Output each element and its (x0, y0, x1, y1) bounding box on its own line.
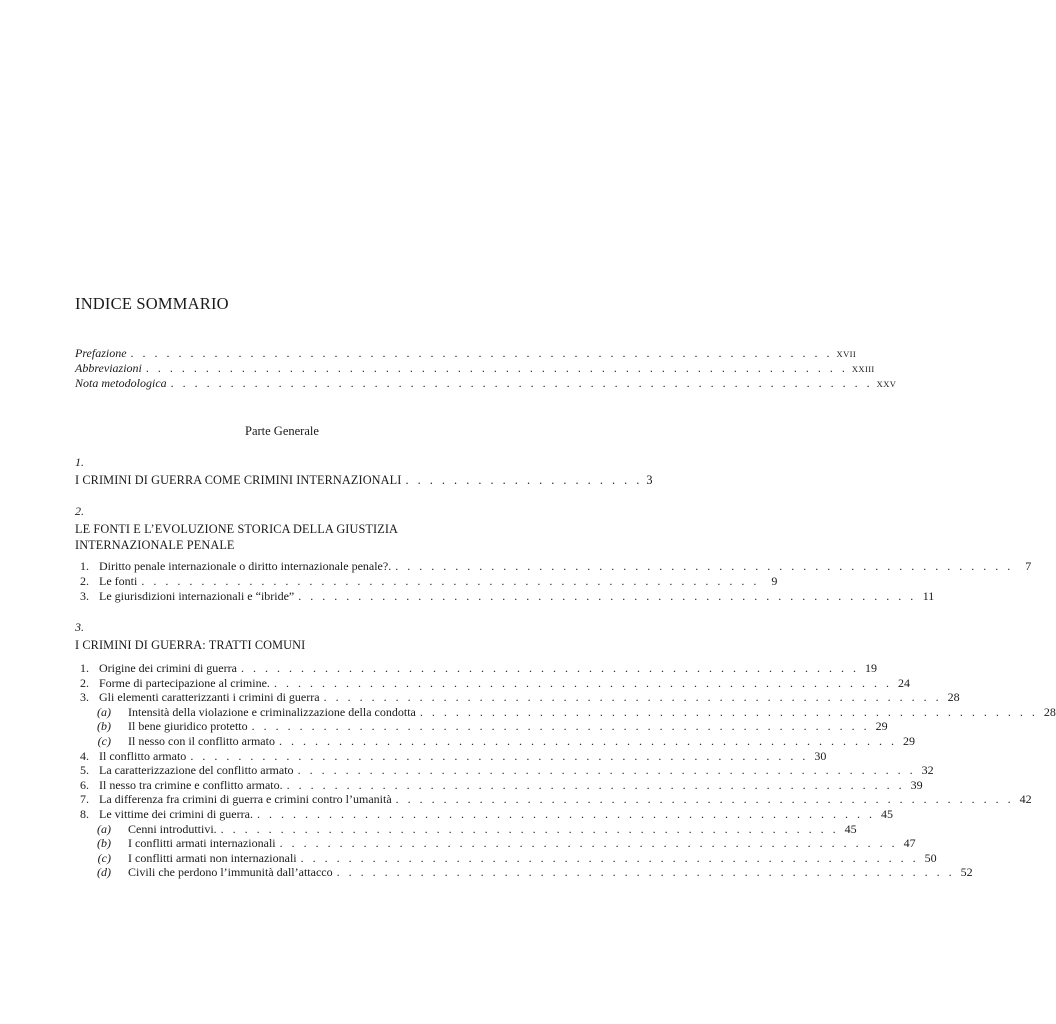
toc-entry-nota-metodologica[interactable] (75, 376, 897, 391)
toc-entry[interactable] (75, 748, 827, 764)
chapter-title-text: I CRIMINI DI GUERRA COME CRIMINI INTERNAZIONALI (75, 473, 402, 487)
toc-entry[interactable] (75, 777, 923, 793)
entry-label: Forme di partecipazione al crimine. (99, 675, 270, 690)
entry-page: 47 (903, 836, 916, 851)
leader-dots: . . . . . . . . . . . . . . . . . . . . . . . . . . . . . . . . . . . . . . . . . . . . . . . . . . . . (278, 734, 897, 748)
entry-number: (a) (97, 821, 111, 836)
leader-dots: . . . . . . . . . . . . . . . . . . . . . . . . . . . . . . . . . . . . . . . . . . . . . . . . . . . . . . . . . . . (170, 376, 873, 390)
entry-label: Le fonti (99, 574, 138, 589)
toc-entry[interactable] (75, 807, 893, 822)
leader-dots: . . . . . . . . . . . . . . . . . . . . . . . . . . . . . . . . . . . . . . . . . . . . . . . . . . . . (141, 574, 760, 589)
toc-entry[interactable] (75, 589, 935, 604)
entry-page: 24 (897, 675, 910, 690)
entry-page: XXV (876, 379, 897, 389)
entry-label: Prefazione (75, 346, 127, 360)
chapter-title-1[interactable] (75, 472, 653, 488)
leader-dots: . . . . . . . . . . . . . . . . . . . . . . . . . . . . . . . . . . . . . . . . . . . . . . . . . . . . (279, 836, 898, 851)
entry-label: Gli elementi caratterizzanti i crimini di guerra (99, 690, 320, 705)
entry-number: 7. (80, 792, 89, 807)
leader-dots: . . . . . . . . . . . . . . . . . . . . . . . . . . . . . . . . . . . . . . . . . . . . . . . . . . . . (273, 675, 892, 690)
toc-entry-prefazione[interactable] (75, 346, 857, 361)
leader-dots: . . . . . . . . . . . . . . . . . . . . . . . . . . . . . . . . . . . . . . . . . . . . . . . . . . . . (256, 807, 875, 821)
entry-label: Il nesso tra crimine e conflitto armato. (99, 777, 283, 792)
entry-label: La differenza fra crimini di guerra e crimini contro l’umanità (99, 792, 392, 807)
leader-dots: . . . . . . . . . . . . . . . . . . . . . . . . . . . . . . . . . . . . . . . . . . . . . . . . . . . . (395, 559, 1014, 573)
entry-label: La caratterizzazione del conflitto armato (99, 763, 294, 778)
toc-entry[interactable] (75, 661, 877, 676)
entry-number: 6. (80, 777, 89, 792)
leader-dots: . . . . . . . . . . . . . . . . . . . . . . . . . . . . . . . . . . . . . . . . . . . . . . . . . . . . . . . . . . . (145, 361, 848, 375)
entry-number: 3. (80, 690, 89, 705)
leader-dots: . . . . . . . . . . . . . . . . . . . . . . . . . . . . . . . . . . . . . . . . . . . . . . . . . . . . (300, 850, 919, 865)
entry-number: 2. (80, 675, 89, 690)
entry-label: Cenni introduttivi. (128, 821, 217, 836)
entry-number: 2. (80, 574, 89, 589)
entry-page: 11 (922, 589, 935, 604)
entry-label: Intensità della violazione e criminalizzazione della condotta (128, 704, 416, 719)
entry-label: Origine dei crimini di guerra (99, 661, 237, 675)
leader-dots: . . . . . . . . . . . . . . . . . . . . . . . . . . . . . . . . . . . . . . . . . . . . . . . . . . . . (298, 589, 917, 604)
entry-number: (d) (97, 865, 111, 880)
entry-label: Il conflitto armato (99, 748, 187, 763)
entry-page: 30 (814, 748, 827, 763)
toc-subentry[interactable] (75, 734, 915, 749)
toc-subentry[interactable] (75, 850, 937, 866)
entry-number: (c) (97, 734, 111, 748)
entry-page: 28 (1043, 704, 1056, 719)
entry-number: 4. (80, 748, 89, 763)
toc-entry[interactable] (75, 574, 778, 589)
entry-page: 52 (960, 865, 973, 880)
entry-label: Civili che perdono l’immunità dall’attacco (128, 865, 333, 880)
entry-number: (a) (97, 704, 111, 719)
entry-label: Abbreviazioni (75, 361, 142, 375)
entry-page: 45 (880, 807, 893, 821)
leader-dots: . . . . . . . . . . . . . . . . . . . . . . . . . . . . . . . . . . . . . . . . . . . . . . . . . . . . (419, 704, 1038, 719)
entry-number: (b) (97, 836, 111, 851)
chapter-title-3: I CRIMINI DI GUERRA: TRATTI COMUNI (75, 638, 306, 652)
entry-page: XVII (836, 349, 857, 359)
entry-page: 19 (864, 661, 877, 675)
entry-label: Il nesso con il conflitto armato (128, 734, 275, 748)
leader-dots: . . . . . . . . . . . . . . . . . . . . . . . . . . . . . . . . . . . . . . . . . . . . . . . . . . . . . . . . . . . (130, 346, 833, 360)
toc-entry[interactable] (75, 690, 960, 705)
chapter-title-2-line1: LE FONTI E L’EVOLUZIONE STORICA DELLA GIUSTIZIA (75, 522, 399, 536)
entry-label: Diritto penale internazionale o diritto internazionale penale?. (99, 559, 392, 573)
leader-dots: . . . . . . . . . . . . . . . . . . . . . . . . . . . . . . . . . . . . . . . . . . . . . . . . . . . . (336, 865, 955, 880)
toc-entry[interactable] (75, 559, 1032, 574)
entry-page: 45 (844, 821, 857, 836)
leader-dots: . . . . . . . . . . . . . . . . . . . . . . . . . . . . . . . . . . . . . . . . . . . . . . . . . . . . (240, 661, 859, 675)
entry-page: 50 (924, 850, 937, 865)
leader-dots: . . . . . . . . . . . . . . . . . . . . . . . . . . . . . . . . . . . . . . . . . . . . . . . . . . . . (395, 792, 1014, 807)
leader-dots: . . . . . . . . . . . . . . . . . . . . . . . . . . . . . . . . . . . . . . . . . . . . . . . . . . . . (220, 821, 839, 836)
toc-subentry[interactable] (75, 865, 973, 880)
toc-entry-abbreviazioni[interactable] (75, 361, 875, 376)
leader-dots: . . . . . . . . . . . . . . . . . . . . . . . . . . . . . . . . . . . . . . . . . . . . . . . . . . . . (297, 763, 916, 778)
leader-dots: . . . . . . . . . . . . . . . . . . . . . . . . . . . . . . . . . . . . . . . . . . . . . . . . . . . . (323, 690, 942, 705)
chapter-page: 3 (646, 473, 653, 487)
chapter-number: 1. (75, 455, 84, 469)
entry-label: Nota metodologica (75, 376, 167, 390)
entry-page: 29 (875, 719, 888, 734)
entry-page: 9 (771, 574, 778, 589)
entry-label: Le giurisdizioni internazionali e “ibride” (99, 589, 295, 604)
entry-number: (b) (97, 719, 111, 734)
toc-subentry[interactable] (75, 704, 1056, 720)
entry-label: Il bene giuridico protetto (128, 719, 248, 734)
entry-page: 39 (910, 777, 923, 792)
entry-number: 1. (80, 559, 89, 573)
chapter-number: 3. (75, 620, 84, 634)
leader-dots: . . . . . . . . . . . . . . . . . . . . . . . . . . . . . . . . . . . . . . . . . . . . . . . . . . . . (190, 748, 809, 763)
entry-page: 28 (947, 690, 960, 705)
toc-entry[interactable] (75, 675, 910, 691)
toc-entry[interactable] (75, 763, 934, 778)
entry-number: 3. (80, 589, 89, 604)
toc-subentry[interactable] (75, 836, 916, 851)
entry-page: 29 (902, 734, 915, 748)
entry-label: I conflitti armati internazionali (128, 836, 276, 851)
entry-page: 32 (921, 763, 934, 778)
entry-number: 5. (80, 763, 89, 778)
entry-label: Le vittime dei crimini di guerra. (99, 807, 253, 821)
entry-number: 8. (80, 807, 89, 821)
entry-page: 42 (1019, 792, 1032, 807)
page-title: INDICE SOMMARIO (75, 294, 229, 313)
entry-number: (c) (97, 850, 111, 865)
chapter-number: 2. (75, 504, 84, 518)
leader-dots: . . . . . . . . . . . . . . . . . . . . . . . . . . . . . . . . . . . . . . . . . . . . . . . . . . . . (286, 777, 905, 792)
entry-label: I conflitti armati non internazionali (128, 850, 297, 865)
toc-entry[interactable] (75, 792, 1032, 807)
toc-subentry[interactable] (75, 719, 888, 734)
part-title: Parte Generale (245, 424, 319, 438)
entry-page: 7 (1025, 559, 1032, 573)
chapter-title-2-line2: INTERNAZIONALE PENALE (75, 538, 235, 552)
entry-number: 1. (80, 661, 89, 675)
leader-dots: . . . . . . . . . . . . . . . . . . . . (405, 473, 643, 487)
toc-subentry[interactable] (75, 821, 857, 837)
leader-dots: . . . . . . . . . . . . . . . . . . . . . . . . . . . . . . . . . . . . . . . . . . . . . . . . . . . . (251, 719, 870, 734)
entry-page: XXIII (851, 364, 875, 374)
